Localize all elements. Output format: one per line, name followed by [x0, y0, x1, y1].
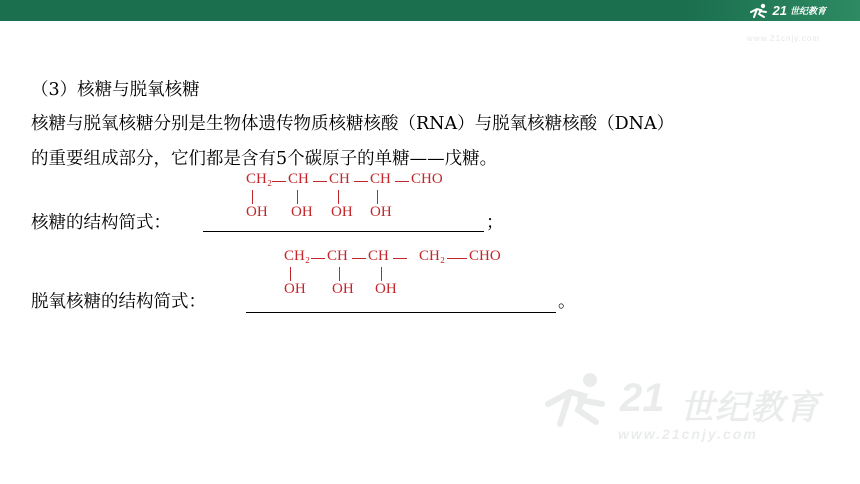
ribose-hydroxyl: OH [331, 204, 353, 220]
deoxyribose-answer-blank [246, 312, 556, 313]
ribose-vertical-bond [297, 190, 298, 204]
header-bar [0, 0, 860, 21]
deoxy-bond [311, 258, 325, 259]
deoxy-vertical-bond [381, 267, 382, 281]
paragraph-line-1: 核糖与脱氧核糖分别是生物体遗传物质核糖核酸（RNA）与脱氧核糖核酸（DNA） [31, 114, 675, 134]
deoxy-hydroxyl: OH [284, 281, 306, 297]
deoxy-chain-atom: CHO [469, 248, 501, 264]
brand-logo [748, 2, 826, 19]
watermark-url: www.21cnjy.com [618, 426, 758, 442]
ribose-vertical-bond [252, 190, 253, 204]
deoxy-hydroxyl: OH [375, 281, 397, 297]
ribose-vertical-bond [338, 190, 339, 204]
deoxyribose-label: 脱氧核糖的结构简式： [31, 292, 206, 312]
ribose-end-punct: ； [486, 213, 504, 233]
deoxyribose-end-punct: 。 [558, 292, 576, 312]
deoxy-chain-atom: CH₂ [284, 248, 311, 264]
deoxy-bond [352, 258, 366, 259]
ribose-chain-atom: CHO [411, 171, 443, 187]
deoxyribose-formula [284, 248, 524, 300]
watermark-number: 21 [620, 376, 665, 420]
ribose-chain-atom: CH [288, 171, 309, 187]
deoxy-chain-atom: CH [327, 248, 348, 264]
paragraph-line-2: 的重要组成部分，它们都是含有5个碳原子的单糖——戊糖。 [31, 149, 498, 169]
ribose-bond [272, 181, 286, 182]
ribose-bond [354, 181, 368, 182]
ribose-chain-atom: CH₂ [246, 171, 273, 187]
ribose-bond [395, 181, 409, 182]
brand-name: 世纪教育 [789, 6, 826, 16]
deoxy-vertical-bond [290, 267, 291, 281]
deoxy-chain-atom: CH [368, 248, 389, 264]
ribose-hydroxyl: OH [370, 204, 392, 220]
watermark [540, 370, 850, 450]
section-title: （3）核糖与脱氧核糖 [31, 80, 200, 100]
ribose-label: 核糖的结构简式： [31, 213, 171, 233]
ribose-bond [313, 181, 327, 182]
ribose-hydroxyl: OH [291, 204, 313, 220]
watermark-runner-icon [540, 370, 614, 430]
ribose-vertical-bond [377, 190, 378, 204]
deoxy-bond [393, 258, 407, 259]
runner-icon [748, 3, 770, 19]
ribose-formula [246, 171, 466, 223]
deoxy-chain-atom: CH₂ [419, 248, 446, 264]
ribose-chain-atom: CH [370, 171, 391, 187]
ribose-answer-blank [203, 231, 484, 232]
deoxy-vertical-bond [339, 267, 340, 281]
deoxy-bond [447, 258, 467, 259]
brand-number: 21 [772, 3, 787, 18]
ribose-chain-atom: CH [329, 171, 350, 187]
ribose-hydroxyl: OH [246, 204, 268, 220]
watermark-name: 世纪教育 [680, 389, 820, 427]
deoxy-hydroxyl: OH [332, 281, 354, 297]
brand-url: www.21cnjy.com [747, 34, 820, 43]
